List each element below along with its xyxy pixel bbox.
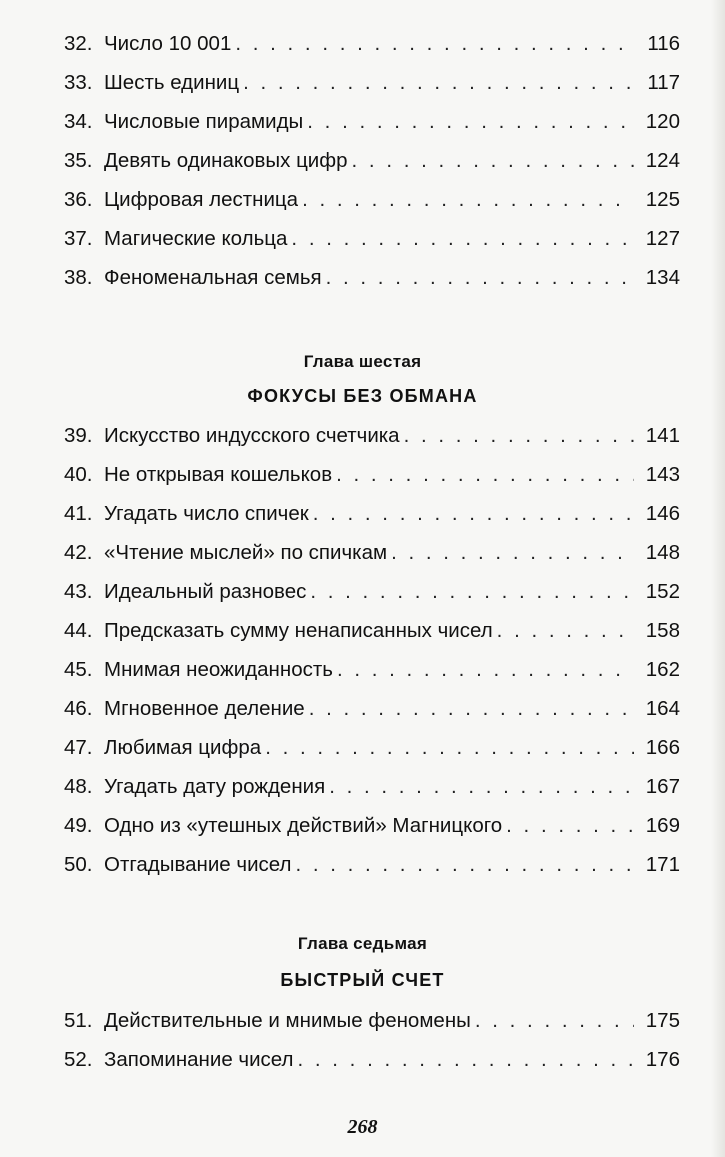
leader-dots [329,775,634,799]
leader-dots [291,227,634,251]
entry-number: 52. [64,1048,93,1071]
toc-entry [64,658,680,697]
leader-dots [506,814,634,838]
leader-dots [302,188,634,212]
entry-title: Любимая цифра [104,736,262,759]
entry-title: «Чтение мыслей» по спичкам [104,541,388,564]
leader-dots [310,580,634,604]
toc-entry [64,1048,680,1087]
entry-title: Число 10 001 [104,32,232,55]
entry-number: 37. [64,227,93,250]
toc-entry [64,424,680,463]
chapter-6-label: Глава шестая [303,352,422,371]
entry-title: Магические кольца [104,227,288,250]
leader-dots [307,110,634,134]
entry-page: 162 [645,658,680,681]
toc-entry [64,110,680,149]
entry-number: 43. [64,580,93,603]
entry-number: 50. [64,853,93,876]
leader-dots [298,1048,635,1072]
entry-page: 141 [645,424,680,447]
entry-page: 166 [645,736,680,759]
leader-dots [336,463,634,487]
entry-title: Угадать дату рождения [104,775,326,798]
entry-page: 143 [645,463,680,486]
entry-number: 49. [64,814,93,837]
leader-dots [309,697,634,721]
leader-dots [235,32,634,56]
entry-title: Феноменальная семья [104,266,322,289]
leader-dots [475,1009,634,1033]
entry-title: Одно из «утешных действий» Магницкого [104,814,503,837]
leader-dots [352,149,634,173]
toc-entry [64,541,680,580]
leader-dots [313,502,634,526]
chapter-7-label: Глава седьмая [297,934,428,953]
entry-page: 171 [645,853,680,876]
entry-number: 40. [64,463,93,486]
toc-entry [64,32,680,71]
entry-title: Отгадывание чисел [104,853,292,876]
entry-page: 167 [645,775,680,798]
toc-section-top [64,32,680,305]
entry-number: 44. [64,619,93,642]
leader-dots [337,658,634,682]
entry-title: Мгновенное деление [104,697,305,720]
toc-entry [64,149,680,188]
chapter-7-title: БЫСТРЫЙ СЧЕТ [280,970,445,990]
entry-number: 46. [64,697,93,720]
leader-dots [295,853,634,877]
leader-dots [265,736,634,760]
toc-entry [64,775,680,814]
entry-title: Искусство индусского счетчика [104,424,400,447]
entry-page: 127 [645,227,680,250]
entry-number: 34. [64,110,93,133]
entry-number: 51. [64,1009,93,1032]
entry-number: 32. [64,32,93,55]
toc-section-chapter-7 [64,1009,680,1087]
toc-entry [64,266,680,305]
entry-title: Идеальный разновес [104,580,307,603]
toc-entry [64,619,680,658]
entry-page: 169 [645,814,680,837]
entry-title: Девять одинаковых цифр [104,149,348,172]
entry-number: 48. [64,775,93,798]
entry-page: 116 [647,32,680,55]
toc-entry [64,814,680,853]
entry-number: 35. [64,149,93,172]
entry-page: 134 [645,266,680,289]
entry-title: Шесть единиц [104,71,240,94]
leader-dots [497,619,634,643]
toc-entry [64,736,680,775]
entry-page: 146 [645,502,680,525]
entry-page: 175 [645,1009,680,1032]
toc-entry [64,502,680,541]
toc-entry [64,580,680,619]
entry-page: 117 [647,71,680,94]
entry-number: 45. [64,658,93,681]
entry-page: 152 [645,580,680,603]
entry-title: Мнимая неожиданность [104,658,333,681]
toc-entry [64,463,680,502]
entry-title: Цифровая лестница [104,188,299,211]
toc-entry [64,227,680,266]
entry-page: 120 [645,110,680,133]
entry-title: Числовые пирамиды [104,110,304,133]
entry-number: 41. [64,502,93,525]
chapter-6-title: ФОКУСЫ БЕЗ ОБМАНА [247,386,478,406]
entry-number: 33. [64,71,93,94]
entry-page: 125 [645,188,680,211]
toc-entry [64,188,680,227]
page-number: 268 [347,1116,378,1138]
entry-number: 36. [64,188,93,211]
entry-number: 42. [64,541,93,564]
toc-entry [64,697,680,736]
entry-number: 39. [64,424,93,447]
entry-page: 176 [645,1048,680,1071]
entry-page: 148 [645,541,680,564]
entry-title: Запоминание чисел [104,1048,294,1071]
leader-dots [243,71,634,95]
leader-dots [391,541,634,565]
entry-number: 47. [64,736,93,759]
entry-page: 124 [645,149,680,172]
entry-title: Угадать число спичек [104,502,309,525]
leader-dots [404,424,634,448]
entry-title: Действительные и мнимые феномены [104,1009,471,1032]
page-edge-shadow [711,0,725,1157]
entry-title: Не открывая кошельков [104,463,333,486]
toc-entry [64,1009,680,1048]
entry-page: 158 [645,619,680,642]
entry-number: 38. [64,266,93,289]
toc-entry [64,71,680,110]
entry-page: 164 [645,697,680,720]
entry-title: Предсказать сумму ненаписанных чисел [104,619,493,642]
toc-section-chapter-6 [64,424,680,892]
leader-dots [326,266,634,290]
toc-entry [64,853,680,892]
